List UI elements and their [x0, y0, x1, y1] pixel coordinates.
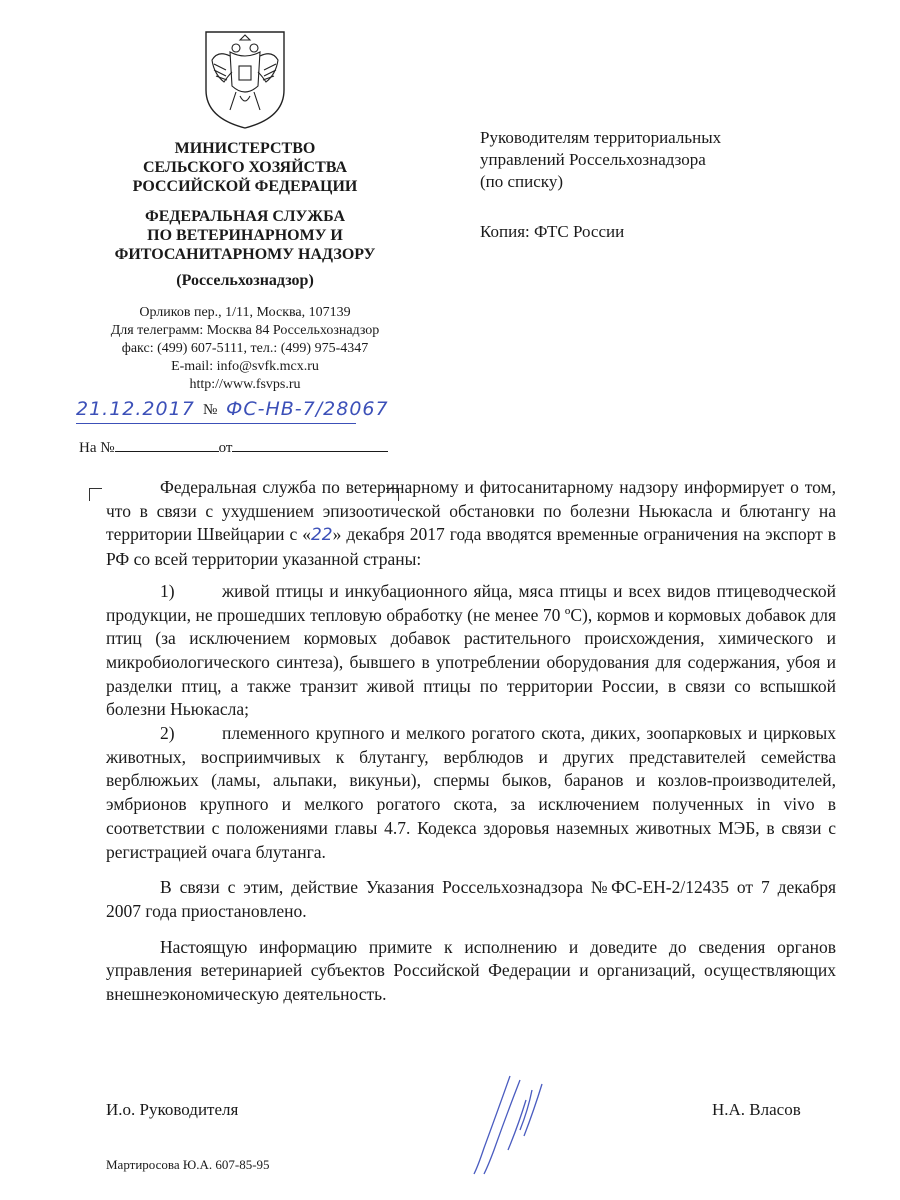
list-item: 1) живой птицы и инкубационного яйца, мяса птицы и всех видов птицеводческой продукции, не прошедших тепловую обработку (не менее 70 ºС), кормов и кормовых добавок для птиц (за исключением кормовых добавок растительного происхождения, химического и микробиологического синтеза), бывшего в употреблении оборудования для содержания, убоя и разделки птиц, а также транзит живой птицы по территории России, в связи со вспышкой болезни Ньюкасла;	[106, 580, 836, 720]
addressee-block: Руководителям территориальных управлений Россельхознадзора (по списку)	[480, 128, 722, 191]
outgoing-underline	[76, 423, 356, 424]
signatory-name: Н.А. Власов	[712, 1100, 801, 1119]
address-line: Орликов пер., 1/11, Москва, 107139	[139, 305, 351, 320]
service-short-name: (Россельхознадзор)	[176, 272, 314, 289]
intro-paragraph: Федеральная служба по ветеринарному и фитосанитарному надзору информирует о том, что в связи с ухудшением эпизоотической обстановки по болезни Ньюкасла и блютангу на территории Швейцарии с «22» декабря 2017 года вводятся временные ограничения на экспорт в РФ со всей территории указанной страны:	[106, 477, 836, 570]
suspension-paragraph: В связи с этим, действие Указания Россельхознадзора №ФС-ЕН-2/12435 от 7 декабря 2007 года приостановлено.	[106, 877, 836, 921]
list-item: 2) племенного крупного и мелкого рогатого скота, диких, зоопарковых и цирковых животных, восприимчивых к блутангу, верблюдов и других представителей семейства верблюжьих (ламы, альпаки, викуньи), спермы быков, баранов и козлов-производителей, эмбрионов крупного и мелкого рогатого скота, за исключением полученных in vivo в соответствии с положениями главы 4.7. Кодекса здоровья наземных животных МЭБ, в связи с регистрацией очага блутанга.	[106, 723, 836, 862]
left-corner-mark	[89, 488, 102, 501]
instruction-paragraph: Настоящую информацию примите к исполнению и доведите до сведения органов управления ветеринарией субъектов Российской Федерации и организаций, осуществляющих внешнеэкономическую деятельность.	[106, 936, 836, 1005]
signatory-position: И.о. Руководителя	[106, 1100, 239, 1119]
phone-line: факс: (499) 607-5111, тел.: (499) 975-4347	[121, 341, 369, 356]
outgoing-date: 21.12.2017	[76, 398, 195, 420]
email-line: E-mail: info@svfk.mcx.ru	[171, 359, 319, 374]
reply-reference: На № от	[79, 437, 388, 457]
handwritten-day: 22	[310, 525, 333, 546]
coat-of-arms-emblem	[200, 26, 290, 130]
executor-contact: Мартиросова Ю.А. 607-85-95	[106, 1157, 270, 1172]
number-sign: №	[203, 402, 218, 418]
website-line: http://www.fsvps.ru	[189, 377, 301, 392]
handwritten-signature	[470, 1070, 580, 1180]
telegram-line: Для телеграмм: Москва 84 Россельхознадзор	[110, 323, 380, 338]
letter-body	[106, 476, 836, 1007]
contact-block	[70, 304, 420, 394]
outgoing-number	[76, 396, 456, 426]
outgoing-reg-number: ФС-НВ-7/28067	[226, 398, 389, 420]
service-name: ФЕДЕРАЛЬНАЯ СЛУЖБА ПО ВЕТЕРИНАРНОМУ И ФИТОСАНИТАРНОМУ НАДЗОРУ	[114, 208, 376, 263]
copy-recipient: Копия: ФТС России	[480, 222, 625, 241]
ministry-name: МИНИСТЕРСТВО СЕЛЬСКОГО ХОЗЯЙСТВА РОССИЙСКОЙ ФЕДЕРАЦИИ	[132, 140, 358, 195]
